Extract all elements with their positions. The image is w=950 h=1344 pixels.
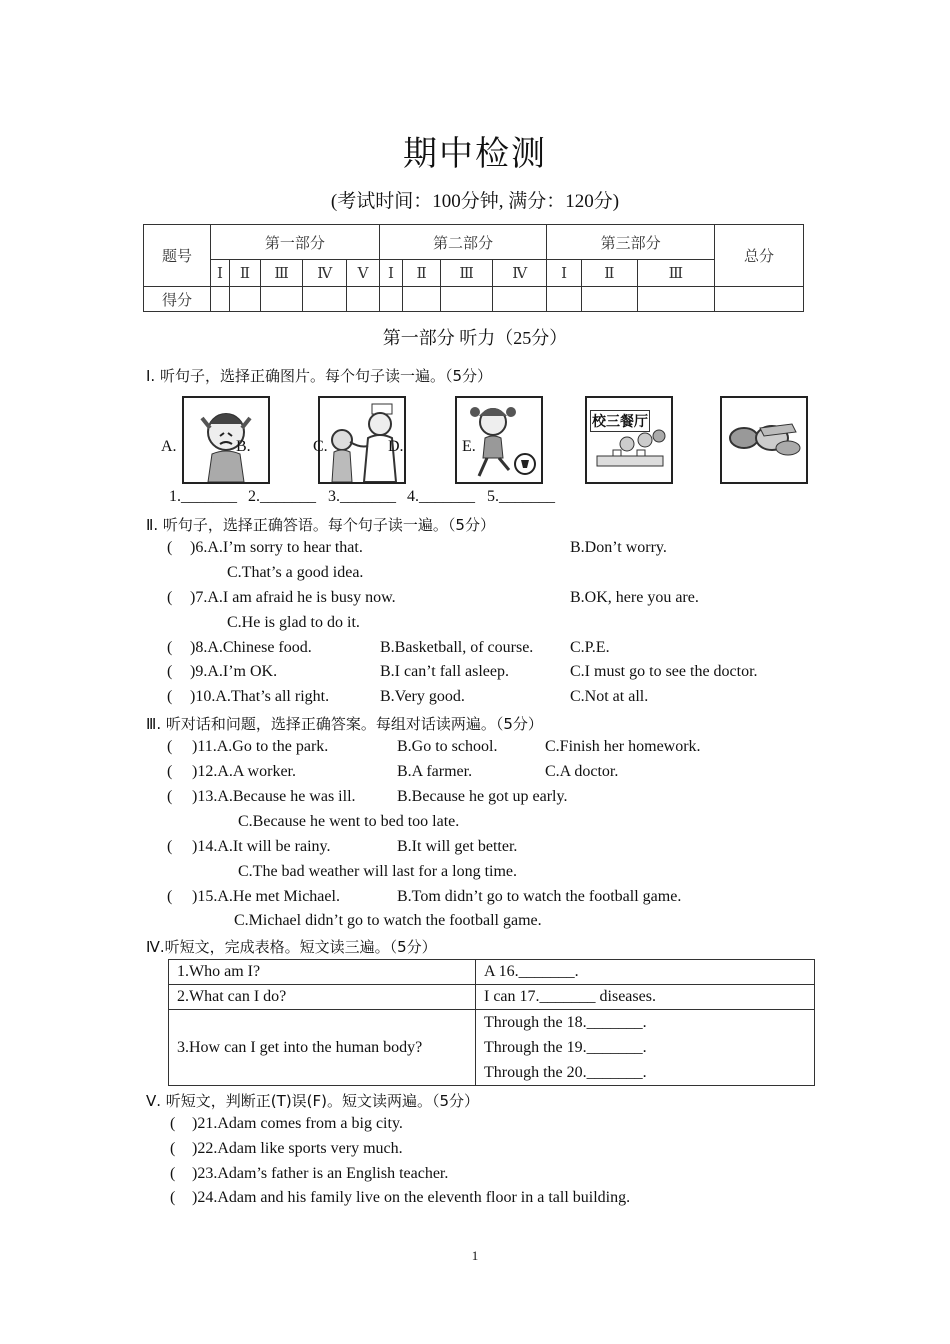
statement-text: )22.Adam like sports very much. [192,1140,403,1157]
score-cell[interactable] [440,287,492,312]
score-cell[interactable] [379,287,402,312]
question-bracket[interactable]: ( [167,589,173,606]
question-option-b: B.It will get better. [397,838,518,855]
answer-blank[interactable]: 5._______ [487,488,555,505]
question-option-c: C.Michael didn’t go to watch the football game. [234,912,542,929]
question-bracket[interactable]: ( [167,788,173,805]
question-option-a: )6.A.I’m sorry to hear that. [190,539,363,556]
question-option-b: B.Don’t worry. [570,539,667,556]
question-option-a: )9.A.I’m OK. [190,663,278,680]
question-bracket[interactable]: ( [170,1165,176,1182]
sick-boy-icon [184,398,268,482]
table-cell[interactable]: A 16._______. [476,960,815,985]
pic-label: C. [313,438,328,455]
statement-text: )24.Adam and his family live on the eleventh floor in a tall building. [192,1189,631,1206]
roman-cell: Ⅰ [379,260,402,287]
score-cell[interactable] [303,287,347,312]
question-bracket[interactable]: ( [170,1189,176,1206]
score-cell[interactable] [581,287,637,312]
roman-cell: Ⅰ [547,260,582,287]
fill-table [168,959,815,1086]
part-2-header: 第二部分 [379,225,547,260]
statement-text: )23.Adam’s father is an English teacher. [192,1165,449,1182]
question-bracket[interactable]: ( [170,1115,176,1132]
question-option-c: C.The bad weather will last for a long time. [238,863,518,880]
part-3-header: 第三部分 [547,225,715,260]
question-option-a: )7.A.I am afraid he is busy now. [190,589,396,606]
score-cell[interactable] [637,287,714,312]
score-row-head: 题号 [144,225,211,287]
score-cell[interactable] [493,287,547,312]
roman-cell: Ⅳ [303,260,347,287]
question-bracket[interactable]: ( [167,639,173,656]
question-option-c: C.He is glad to do it. [227,614,360,631]
roman-cell: Ⅲ [440,260,492,287]
sick-boy-picture [182,396,270,484]
page-title: 期中检测 [403,134,547,174]
score-cell[interactable] [547,287,582,312]
q3-heading: Ⅲ. 听对话和问题，选择正确答案。每组对话读两遍。（5分） [146,715,543,733]
question-option-a: )10.A.That’s all right. [190,688,330,705]
question-option-c: C.P.E. [570,639,610,656]
question-bracket[interactable]: ( [167,763,173,780]
question-bracket[interactable]: ( [167,688,173,705]
exam-info: (考试时间：100分钟, 满分：120分) [330,191,620,212]
question-option-b: B.Because he got up early. [397,788,568,805]
score-cell[interactable] [230,287,261,312]
question-option-b: B.Tom didn’t go to watch the football game. [397,888,682,905]
question-bracket[interactable]: ( [167,838,173,855]
table-line[interactable]: Through the 18._______. [484,1014,647,1031]
canteen-sign: 校三餐厅 [590,410,650,432]
table-cell: 3.How can I get into the human body? [169,1010,476,1086]
statement-text: )21.Adam comes from a big city. [192,1115,403,1132]
question-option-b: B.I can’t fall asleep. [380,663,509,680]
question-option-c: C.That’s a good idea. [227,564,364,581]
roman-cell: Ⅲ [637,260,714,287]
answer-blank[interactable]: 2._______ [248,488,316,505]
pic-label: D. [388,438,404,455]
question-option-a: )12.A.A worker. [192,763,296,780]
pic-label: B. [236,438,251,455]
question-option-c: C.Finish her homework. [545,738,701,755]
q5-heading: Ⅴ. 听短文，判断正(T)误(F)。短文读两遍。（5分） [146,1092,480,1110]
page-number: 1 [471,1248,479,1263]
roman-cell: Ⅴ [347,260,380,287]
section-heading: 第一部分 听力（25分） [382,328,568,348]
q1-heading: Ⅰ. 听句子，选择正确图片。每个句子读一遍。（5分） [146,367,493,385]
total-score-cell[interactable] [715,287,804,312]
answer-blank[interactable]: 3._______ [328,488,396,505]
score-cell[interactable] [211,287,230,312]
question-option-c: C.Not at all. [570,688,649,705]
fast-food-picture [720,396,808,484]
question-option-b: B.Basketball, of course. [380,639,534,656]
table-line[interactable]: Through the 20._______. [484,1064,647,1081]
question-option-c: C.Because he went to bed too late. [238,813,460,830]
answer-blank[interactable]: 4._______ [407,488,475,505]
question-option-a: )11.A.Go to the park. [192,738,329,755]
question-option-b: B.Go to school. [397,738,498,755]
roman-cell: Ⅱ [230,260,261,287]
q4-heading: Ⅳ.听短文，完成表格。短文读三遍。（5分） [146,938,437,956]
question-option-a: )13.A.Because he was ill. [192,788,356,805]
table-cell: 1.Who am I? [169,960,476,985]
question-option-b: B.A farmer. [397,763,473,780]
score-cell[interactable] [260,287,302,312]
score-table [143,224,804,312]
roman-cell: Ⅰ [211,260,230,287]
roman-cell: Ⅲ [260,260,302,287]
question-option-c: C.A doctor. [545,763,619,780]
table-cell-multi [476,1010,815,1086]
table-cell[interactable]: I can 17._______ diseases. [476,985,815,1010]
pic-label: A. [161,438,177,455]
score-cell[interactable] [347,287,380,312]
question-option-a: )14.A.It will be rainy. [192,838,331,855]
question-option-a: )8.A.Chinese food. [190,639,312,656]
question-bracket[interactable]: ( [167,663,173,680]
table-cell: 2.What can I do? [169,985,476,1010]
part-1-header: 第一部分 [211,225,380,260]
fast-food-icon [722,398,806,482]
roman-cell: Ⅳ [493,260,547,287]
q2-heading: Ⅱ. 听句子，选择正确答语。每个句子读一遍。（5分） [146,516,495,534]
question-option-c: C.I must go to see the doctor. [570,663,758,680]
question-option-b: B.OK, here you are. [570,589,699,606]
roman-cell: Ⅱ [403,260,441,287]
answer-blank[interactable]: 1._______ [169,488,237,505]
question-option-b: B.Very good. [380,688,465,705]
canteen-picture [585,396,673,484]
question-bracket[interactable]: ( [167,738,173,755]
pic-label: E. [462,438,476,455]
question-bracket[interactable]: ( [170,1140,176,1157]
roman-cell: Ⅱ [581,260,637,287]
score-cell[interactable] [403,287,441,312]
question-option-a: )15.A.He met Michael. [192,888,340,905]
score-label: 得分 [144,287,211,312]
table-line[interactable]: Through the 19._______. [484,1039,647,1056]
total-header: 总分 [715,225,804,287]
question-bracket[interactable]: ( [167,888,173,905]
question-bracket[interactable]: ( [167,539,173,556]
